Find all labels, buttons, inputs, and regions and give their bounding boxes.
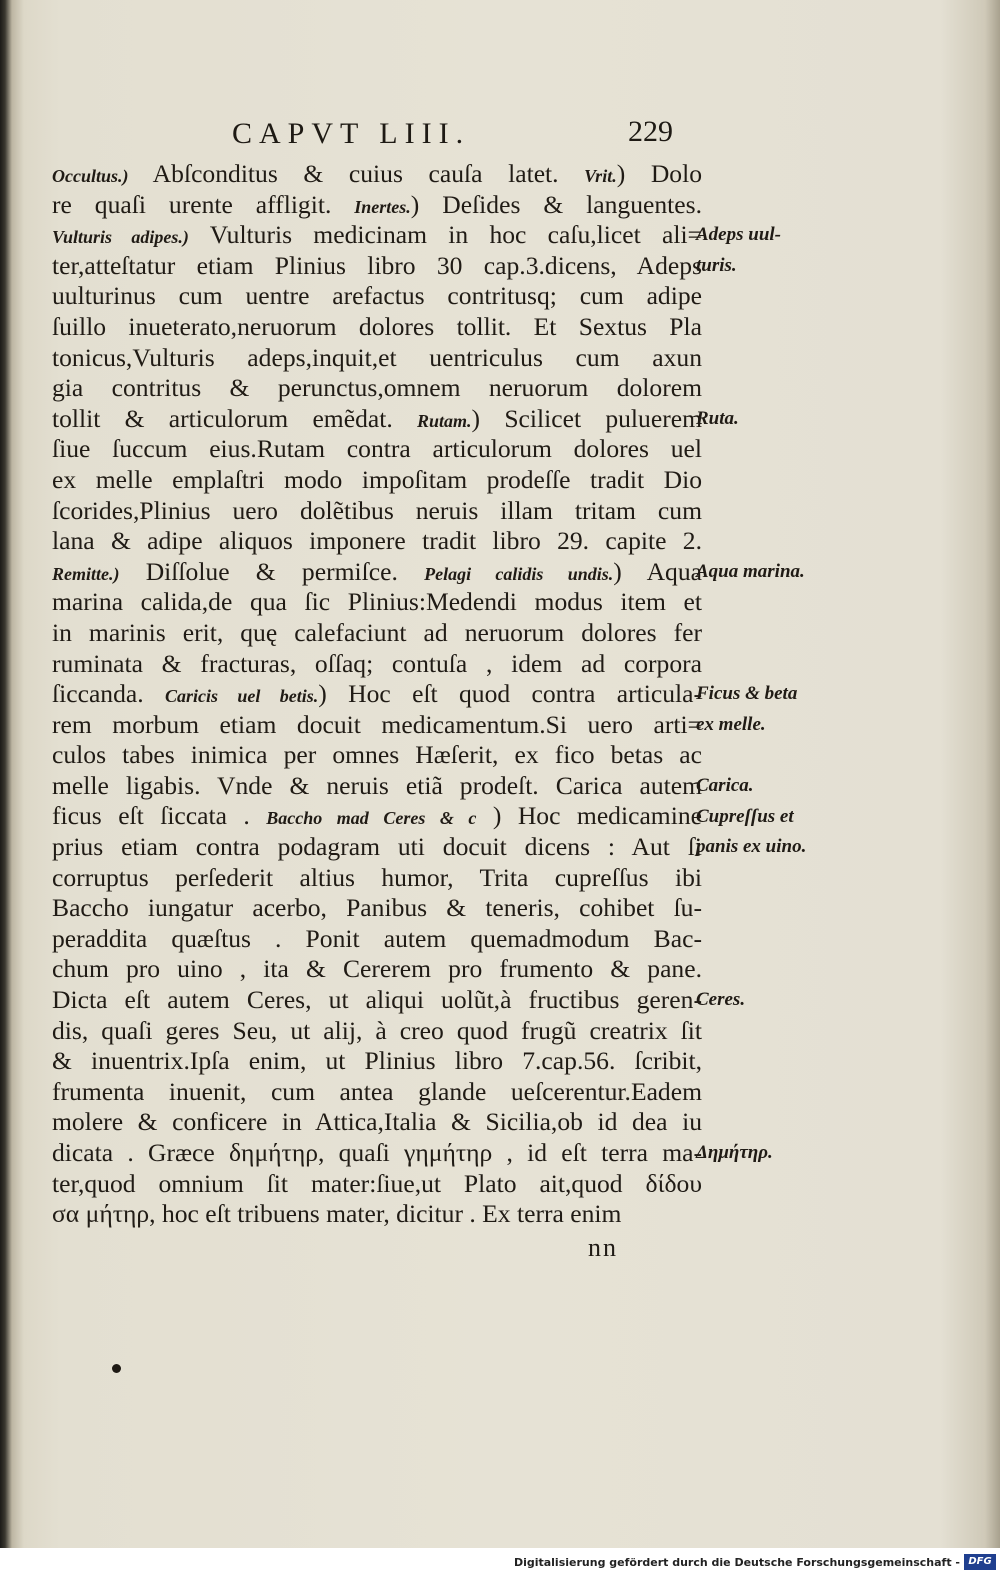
line-text: tollit & articulorum emẽdat.: [52, 403, 417, 433]
ink-spot: [112, 1364, 121, 1373]
line-text: ruminata & fracturas, oſſaq; contuſa , idem ad corpora: [52, 648, 702, 678]
line-text: σα μήτηρ, hoc eſt tribuens mater, dicitur . Ex terra enim: [52, 1199, 622, 1229]
margin-note: Carica.: [696, 775, 754, 796]
text-line: [52, 373, 702, 404]
running-head: CAPVT LIII.: [232, 117, 471, 150]
main-text-block: [52, 159, 702, 1230]
line-text: Baccho iungatur acerbo, Panibus & teneris, cohibet ſu-: [52, 893, 702, 923]
line-text: ) Deſides & languentes.: [410, 189, 702, 219]
line-text: frumenta inuenit, cum antea glande ueſcerentur.Eadem: [52, 1076, 702, 1106]
dfg-logo: DFG: [964, 1554, 996, 1570]
text-line: [52, 1199, 702, 1230]
line-text: Dicta eſt autem Ceres, ut aliqui uolũt,à fructibus geren-: [52, 985, 702, 1015]
line-text: ) Hoc eſt quod contra articula-: [318, 679, 702, 709]
text-line: [52, 1077, 702, 1108]
line-text: ex melle emplaſtri modo impoſitam prodeſſe tradit Dio: [52, 464, 702, 494]
margin-note: Ruta.: [696, 407, 739, 429]
line-text: ſcorides,Plinius uero dolẽtibus neruis illam tritam cum: [52, 495, 702, 525]
line-text: Vulturis medicinam in hoc caſu,licet ali=: [188, 220, 702, 250]
line-text: ter,quod omnium ſit mater:ſiue,ut Plato ait,quod δίδου: [52, 1168, 702, 1198]
line-text: ) Aqua: [613, 556, 702, 586]
text-line: [52, 434, 702, 465]
footer-bar: [0, 1548, 1000, 1577]
line-text: ) Hoc medicamine: [476, 801, 702, 831]
commentary-lemma: Caricis uel betis.: [164, 686, 319, 707]
commentary-lemma: Rutam.: [417, 410, 472, 431]
line-text: uulturinus cum uentre arefactus contritusq; cum adipe: [52, 281, 702, 311]
text-line: [52, 985, 702, 1016]
text-line: [52, 710, 702, 741]
line-text: rem morbum etiam docuit medicamentum.Si uero arti=: [52, 709, 702, 739]
text-line: [52, 1169, 702, 1200]
line-text: molere & conficere in Attica,Italia & Sicilia,ob id dea iu: [52, 1107, 702, 1137]
text-line: [52, 832, 702, 863]
line-text: in marinis erit, quę calefaciunt ad neruorum dolores fer: [52, 617, 702, 647]
text-line: [52, 312, 702, 343]
margin-note: ex melle.: [696, 713, 766, 735]
commentary-lemma: Occultus.): [52, 166, 129, 186]
line-text: lana & adipe aliquos imponere tradit libro 29. capite 2.: [52, 526, 702, 556]
footer-credit: Digitalisierung gefördert durch die Deutsche Forschungsgemeinschaft -: [513, 1556, 960, 1569]
line-text: Abſconditus & cuius cauſa latet.: [128, 159, 585, 188]
line-text: re quaſi urente affligit.: [52, 189, 355, 219]
text-line: [52, 954, 702, 985]
margin-note: Ceres.: [696, 989, 746, 1011]
commentary-lemma: Remitte.): [52, 563, 120, 584]
commentary-lemma: Pelagi calidis undis.: [424, 563, 614, 584]
margin-note: Adeps uul-: [696, 224, 781, 246]
text-line: [52, 649, 702, 680]
line-text: ſuillo inueterato,neruorum dolores tollit. Et Sextus Pla: [52, 311, 702, 341]
text-line: [52, 801, 702, 832]
text-line: [52, 496, 702, 527]
line-text: ) Scilicet puluerem: [471, 403, 702, 433]
commentary-lemma: Vrit.: [584, 166, 617, 186]
line-text: chum pro uino , ita & Cererem pro frumento & pane.: [52, 954, 702, 984]
text-line: [52, 618, 702, 649]
text-line: [52, 1016, 702, 1047]
signature-mark: nn: [588, 1233, 618, 1262]
line-text: dis, quaſi geres Seu, ut alij, à creo quod frugũ creatrix ſit: [52, 1015, 702, 1045]
line-text: & inuentrix.Ipſa enim, ut Plinius libro 7.cap.56. ſcribit,: [52, 1046, 702, 1076]
margin-note: Aqua marina.: [696, 560, 805, 582]
margin-note: turis.: [696, 254, 737, 276]
line-text: gia contritus & perunctus,omnem neruorum dolorem: [52, 373, 702, 403]
text-line: [52, 190, 702, 221]
text-line: [52, 220, 702, 251]
text-line: [52, 740, 702, 771]
text-line: [52, 465, 702, 496]
commentary-lemma: Inertes.: [354, 196, 411, 217]
text-line: [52, 1107, 702, 1138]
text-line: [52, 159, 702, 190]
margin-note: Cupreſſus et: [696, 805, 794, 827]
commentary-lemma: Vulturis adipes.): [52, 227, 189, 248]
line-text: dicata . Græce δημήτηρ, quaſi γημήτηρ , id eſt terra ma-: [52, 1138, 702, 1167]
margin-note: Ficus & beta: [696, 683, 798, 705]
text-line: [52, 343, 702, 374]
line-text: prius etiam contra podagram uti docuit dicens : Aut ſi: [52, 832, 702, 862]
line-text: melle ligabis. Vnde & neruis etiã prodeſt. Carica autem: [52, 770, 702, 800]
text-line: [52, 863, 702, 894]
text-line: [52, 1138, 702, 1169]
line-text: corruptus perſederit altius humor, Trita cupreſſus ibi: [52, 862, 702, 892]
page-number: 229: [628, 115, 673, 148]
line-text: ſiue ſuccum eius.Rutam contra articulorum dolores uel: [52, 434, 702, 464]
text-line: [52, 771, 702, 802]
text-line: [52, 557, 702, 588]
line-text: ſiccanda.: [52, 679, 165, 709]
text-line: [52, 526, 702, 557]
line-text: ) Dolo: [616, 159, 702, 188]
text-line: [52, 924, 702, 955]
margin-note: panis ex uino.: [696, 836, 807, 858]
line-text: tonicus,Vulturis adeps,inquit,et uentriculus cum axun: [52, 342, 702, 372]
line-text: marina calida,de qua ſic Plinius:Medendi modus item et: [52, 587, 702, 617]
line-text: ficus eſt ſiccata .: [52, 801, 267, 831]
line-text: culos tabes inimica per omnes Hæſerit, ex fico betas ac: [52, 740, 702, 770]
text-line: [52, 251, 702, 282]
text-line: [52, 679, 702, 710]
commentary-lemma: Baccho mad Ceres & c: [266, 808, 477, 829]
line-text: ter,atteſtatur etiam Plinius libro 30 cap.3.dicens, Adeps: [52, 250, 702, 280]
text-line: [52, 404, 702, 435]
text-line: [52, 281, 702, 312]
line-text: Diſſolue & permiſce.: [119, 556, 425, 586]
text-line: [52, 893, 702, 924]
text-line: [52, 587, 702, 618]
text-line: [52, 1046, 702, 1077]
line-text: peraddita quæſtus . Ponit autem quemadmodum Bac-: [52, 923, 702, 953]
margin-note: Δημήτηρ.: [696, 1142, 773, 1164]
